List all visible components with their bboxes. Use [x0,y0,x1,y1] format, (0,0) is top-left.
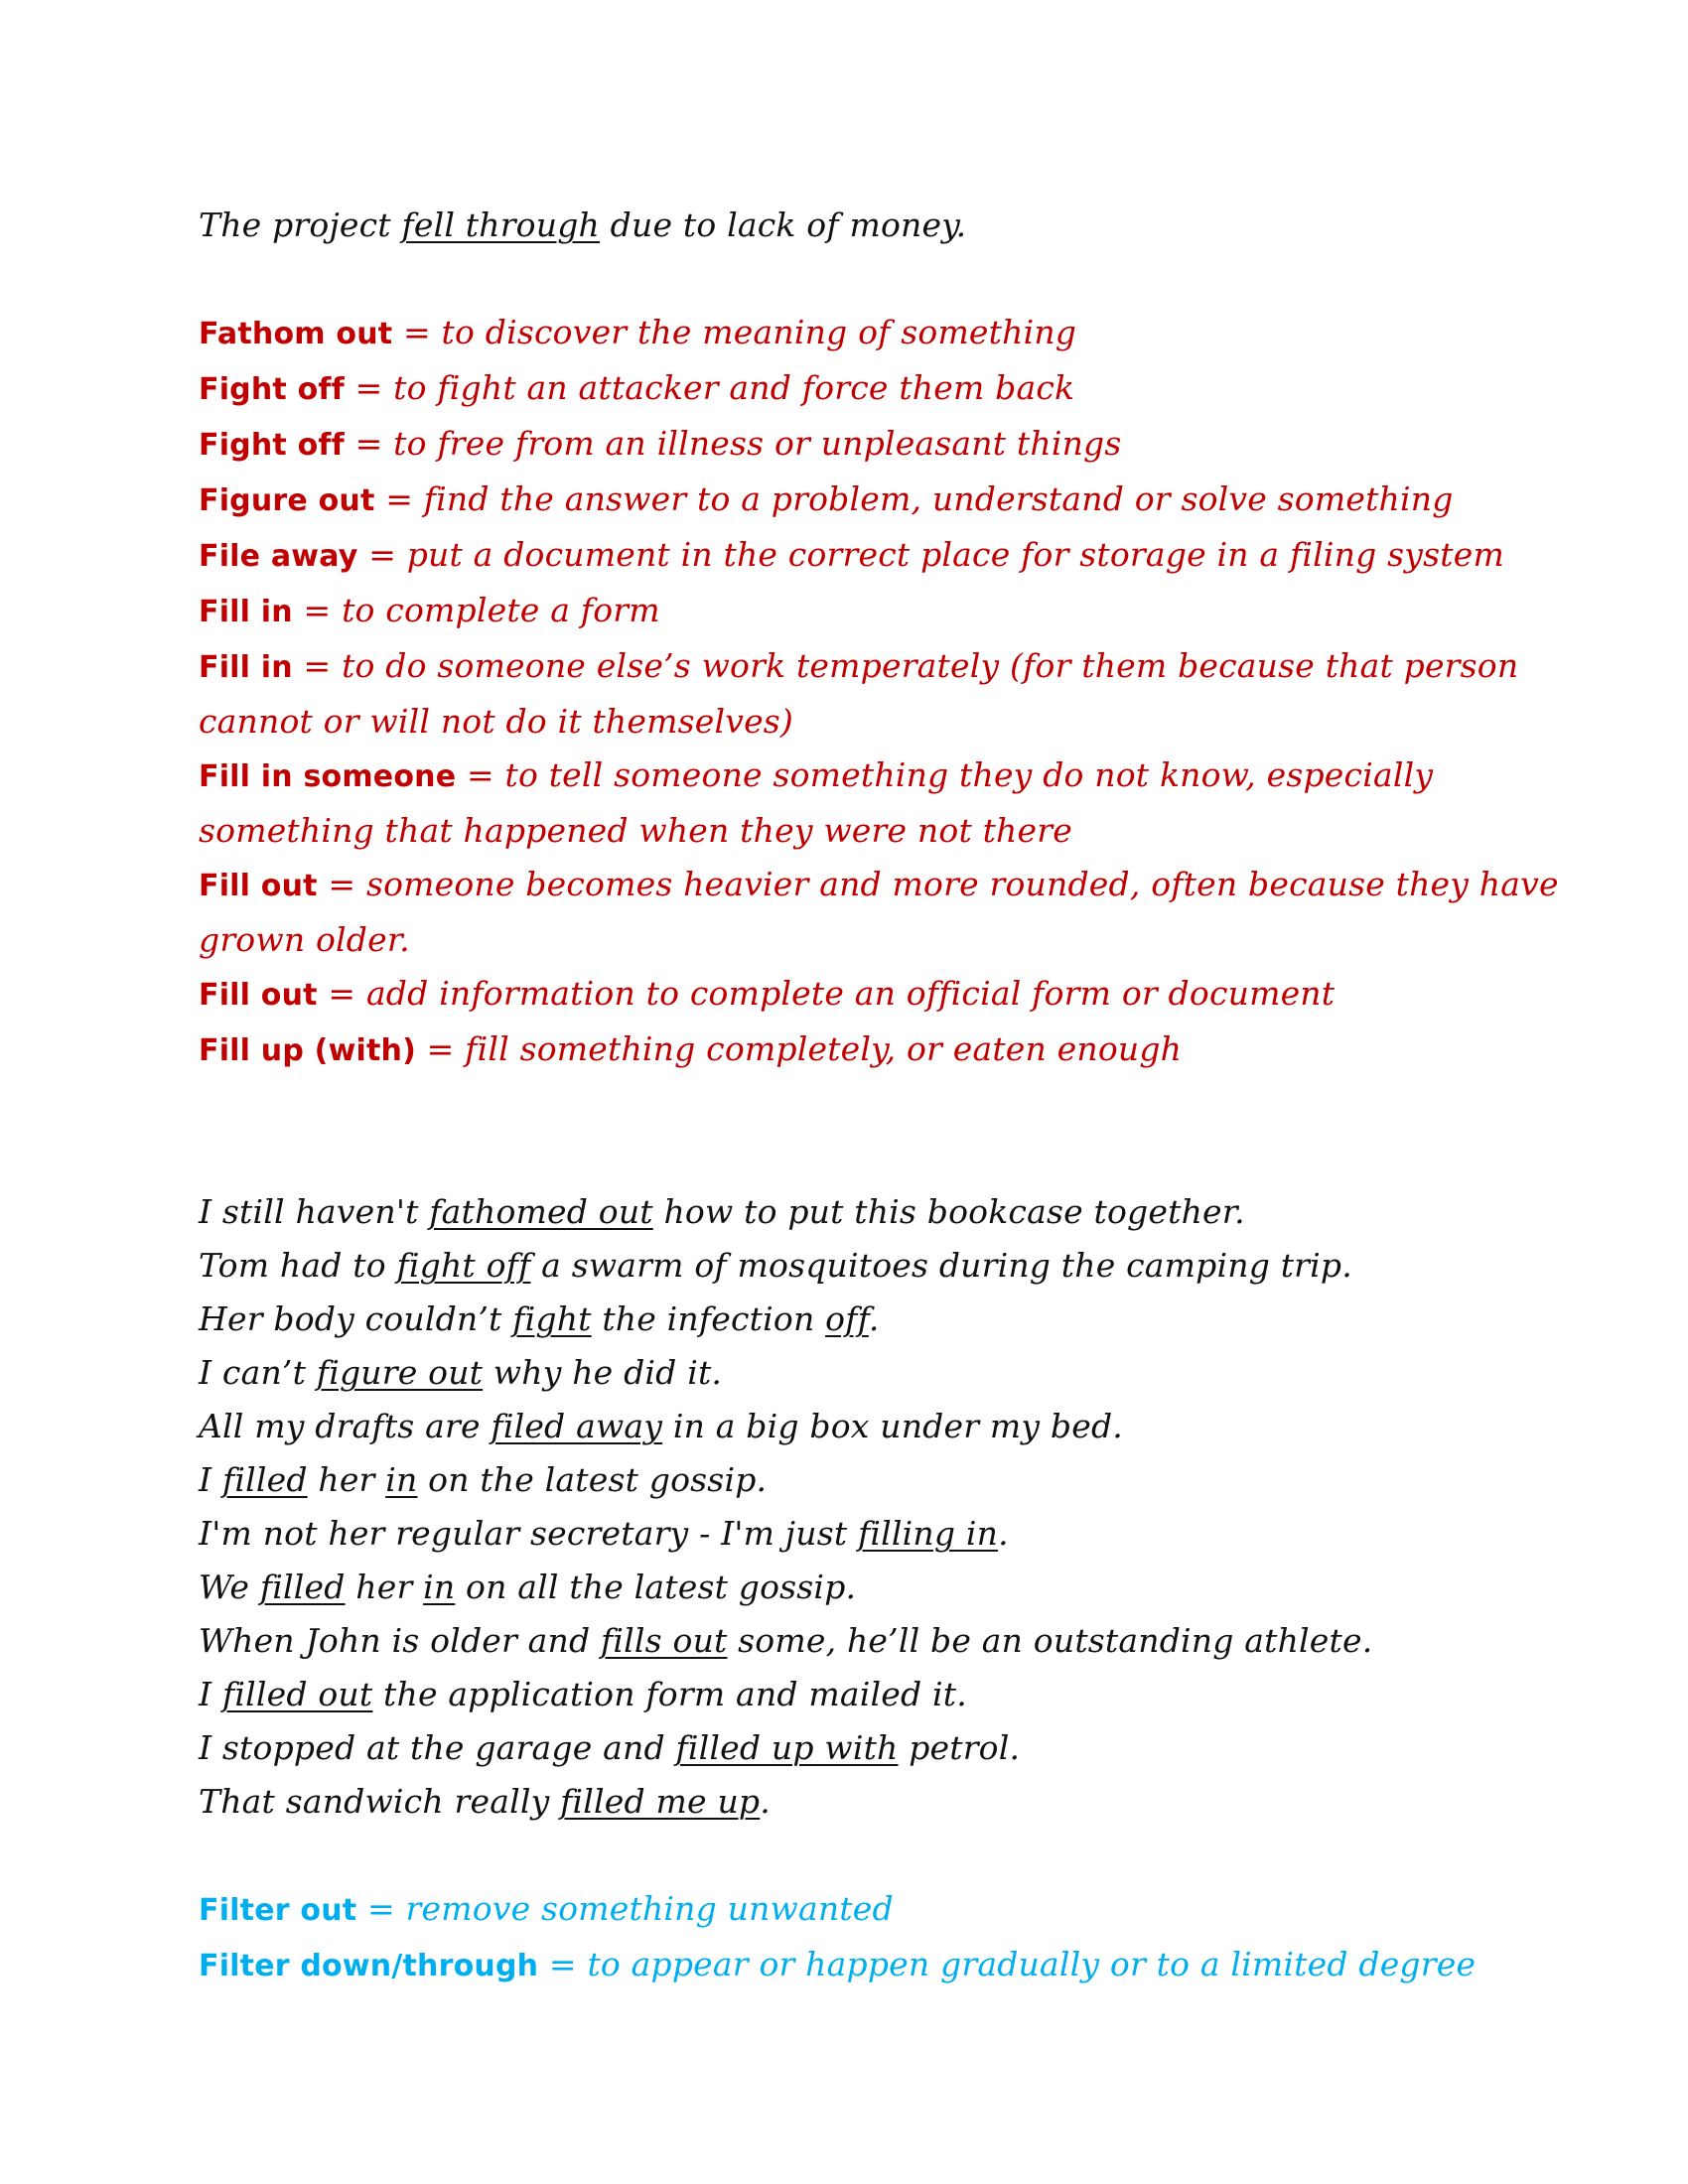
example-text: When John is older and [199,1621,601,1660]
example-sentence [199,1453,1519,1507]
example-phrasal-verb: filled out [221,1675,373,1713]
example-sentence [199,1239,1519,1293]
definition-continuation: cannot or will not do it themselves) [199,702,794,741]
example-phrasal-verb: figure out [316,1353,484,1392]
definition-term: Fill in [199,650,293,685]
definition-separator: = [415,1029,466,1068]
example-text: . [868,1299,880,1338]
definition-entry [199,639,1519,695]
example-text: . [760,1782,771,1821]
example-text: I still haven't [199,1192,430,1231]
definition-meaning: to discover the meaning of something [441,313,1077,351]
definition-meaning: remove something unwanted [405,1889,894,1928]
example-sentence [199,1721,1519,1775]
example-text: the application form and mailed it. [372,1675,967,1713]
example-text: why he did it. [483,1353,723,1392]
example-phrasal-verb: fight [512,1299,592,1338]
example-text: Tom had to [199,1246,397,1285]
definition-separator: = [317,974,366,1013]
definition-separator: = [456,755,505,794]
example-particle: in [423,1568,456,1606]
definition-meaning: to free from an illness or unpleasant things [393,424,1122,463]
definition-separator: = [374,479,424,518]
intro-phrasal-verb: fell through [401,205,600,244]
definition-separator: = [292,646,343,685]
example-text: her [307,1460,386,1499]
example-text: We [199,1568,260,1606]
example-sentence [199,1614,1519,1668]
definition-separator: = [357,535,407,574]
document-body [199,199,1559,1993]
definition-entry [199,361,1519,417]
definition-separator: = [344,424,394,463]
definition-meaning: to complete a form [342,591,660,629]
example-sentence [199,1346,1519,1400]
example-text: in a big box under my bed. [662,1407,1123,1445]
definition-entry [199,417,1519,473]
definition-term: Fill out [199,978,318,1013]
examples-list [199,1185,1519,1829]
definition-term: Fight off [199,372,345,407]
cyan-definitions-list [199,1882,1519,1993]
definition-term: Fathom out [199,317,393,351]
example-particle: off [825,1299,869,1338]
definition-term: Figure out [199,483,375,518]
definition-term: Fill out [199,869,318,903]
definition-meaning: to tell someone something they do not know, especially [504,755,1434,794]
example-text: I can’t [199,1353,317,1392]
red-definitions-list [199,306,1559,1078]
definition-entry [199,1882,1519,1938]
example-text: the infection [591,1299,826,1338]
example-text: a swarm of mosquitoes during the camping trip. [530,1246,1352,1285]
example-text: . [998,1514,1009,1553]
definition-entry [199,749,1519,804]
definition-separator: = [344,368,394,407]
definition-entry [199,306,1519,361]
example-text: I [199,1460,222,1499]
intro-sentence [199,199,1519,252]
example-sentence [199,1293,1519,1346]
definition-separator: = [538,1945,588,1983]
example-text: I'm not her regular secretary - I'm just [199,1514,858,1553]
intro-text-after: due to lack of money. [599,205,967,244]
spacer [199,1829,1519,1882]
definition-entry [199,473,1519,528]
example-text: petrol. [898,1728,1021,1767]
intro-text-before: The project [199,205,402,244]
definition-continuation: grown older. [199,920,410,959]
example-sentence [199,1507,1519,1561]
definition-meaning: put a document in the correct place for storage in a filing system [406,535,1504,574]
definition-term: Fill in someone [199,759,457,794]
definition-entry [199,528,1519,584]
definition-meaning: find the answer to a problem, understand or solve something [423,479,1454,518]
definition-term: File away [199,539,358,574]
example-sentence [199,1668,1519,1721]
definition-term: Fight off [199,428,345,463]
definition-separator: = [356,1889,406,1928]
example-text: All my drafts are [199,1407,492,1445]
example-text: I stopped at the garage and [199,1728,676,1767]
example-text: on the latest gossip. [417,1460,768,1499]
example-text: some, he’ll be an outstanding athlete. [727,1621,1373,1660]
definition-term: Filter down/through [199,1949,539,1983]
example-text: Her body couldn’t [199,1299,513,1338]
definition-entry [199,1938,1519,1993]
definition-continuation: something that happened when they were not there [199,811,1072,850]
definition-entry [199,967,1519,1023]
definition-meaning: to appear or happen gradually or to a limited degree [587,1945,1477,1983]
example-text: That sandwich really [199,1782,561,1821]
definition-term: Filter out [199,1893,357,1928]
example-phrasal-verb: filling in [857,1514,999,1553]
definition-separator: = [317,865,366,903]
example-particle: in [385,1460,418,1499]
example-sentence [199,1400,1519,1453]
definition-entry [199,1023,1519,1078]
example-text: on all the latest gossip. [455,1568,857,1606]
example-phrasal-verb: fight off [396,1246,531,1285]
example-phrasal-verb: filed away [491,1407,663,1445]
definition-meaning: to do someone else’s work temperately (for them because that person [342,646,1519,685]
example-sentence [199,1775,1519,1829]
definition-meaning: someone becomes heavier and more rounded, often because they have [365,865,1559,903]
example-phrasal-verb: filled me up [560,1782,761,1821]
example-sentence [199,1185,1519,1239]
example-sentence [199,1561,1519,1614]
example-text: how to put this bookcase together. [652,1192,1245,1231]
definition-meaning: add information to complete an official form or document [365,974,1336,1013]
example-text: I [199,1675,222,1713]
spacer [199,252,1519,306]
definition-separator: = [392,313,442,351]
definition-separator: = [292,591,343,629]
definition-entry [199,584,1519,639]
example-phrasal-verb: fathomed out [429,1192,653,1231]
definition-entry [199,858,1559,913]
example-phrasal-verb: fills out [601,1621,728,1660]
example-phrasal-verb: filled up with [675,1728,899,1767]
example-text: her [345,1568,424,1606]
definition-term: Fill up (with) [199,1033,416,1068]
definition-meaning: fill something completely, or eaten enough [465,1029,1183,1068]
example-phrasal-verb: filled [259,1568,346,1606]
example-phrasal-verb: filled [221,1460,308,1499]
spacer [199,1078,1519,1185]
definition-term: Fill in [199,595,293,629]
definition-meaning: to fight an attacker and force them back [393,368,1075,407]
